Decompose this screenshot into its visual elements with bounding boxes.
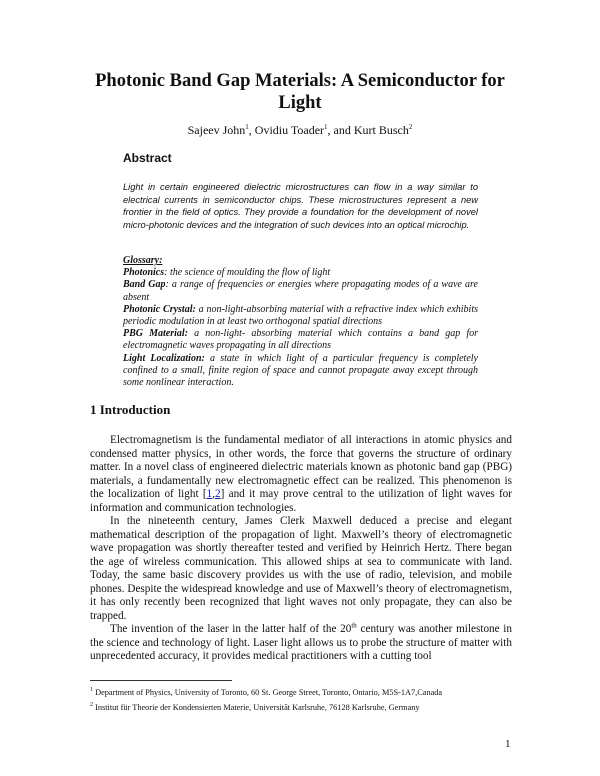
glossary-entry bbox=[123, 267, 478, 279]
glossary-term: Light Localization: bbox=[123, 352, 205, 364]
section-heading: 1 Introduction bbox=[90, 402, 171, 417]
citation-link[interactable]: 2 bbox=[215, 488, 221, 500]
affiliation-mark: 1 bbox=[245, 123, 249, 131]
glossary-definition: a non-light- absorbing material which contains a band gap for electromagnetic waves propagating in all directions bbox=[123, 328, 478, 352]
body-text bbox=[90, 434, 512, 664]
paragraph-text: century was another milestone in the science and technology of light. Laser light allows us to probe the structure of matter with unprecedented accuracy, it provides medical practitioners with a cutting tool bbox=[90, 623, 512, 662]
footnote bbox=[90, 684, 530, 699]
paragraph bbox=[90, 623, 512, 664]
author-name: Ovidiu Toader bbox=[254, 123, 325, 137]
glossary-entry bbox=[123, 328, 478, 352]
paragraph bbox=[90, 434, 512, 515]
footnote bbox=[90, 699, 530, 714]
glossary-term: Photonics bbox=[123, 267, 165, 279]
paragraph-text: ] and it may prove central to the utilization of light waves for information and communication technologies. bbox=[90, 488, 512, 514]
affiliation-mark: 2 bbox=[408, 123, 413, 131]
glossary-entry bbox=[123, 279, 478, 303]
glossary-heading: Glossary: bbox=[123, 255, 163, 266]
glossary-entry bbox=[123, 353, 478, 390]
citation-link[interactable]: 1 bbox=[206, 488, 213, 500]
author-name: Sajeev John bbox=[187, 123, 246, 137]
paragraph-text: Electromagnetism is the fundamental mediator of all interactions in atomic physics and condensed matter physics, in other words, the force that governs the structure of ordinary matter. In a novel class of engineered dielectric materials known as photonic band gap (PBG) materials, a fundamentally new electromagnetic effect can be realized. This phenomenon is the localization of light [ bbox=[90, 434, 512, 500]
paragraph: In the nineteenth century, James Clerk Maxwell deduced a precise and elegant mathematical description of the propagation of light. Maxwell’s theory of electromagnetic wave propagation was shortly thereafter tested and verified by Heinrich Hertz. There began the age of wireless communication. This allowed ships at sea to communicate with land. Today, the same basic discovery provides us with the use of radio, television, and mobile phones. Despite the widespread knowledge and use of Maxwell’s theory of electromagnetism, it has only recently been recognized that light waves not only propagate, they can also be trapped. bbox=[90, 515, 512, 622]
author-line bbox=[0, 123, 600, 138]
glossary-definition: a non-light-absorbing material with a refractive index which exhibits periodic modulation in at least two orthogonal spatial directions bbox=[123, 303, 478, 328]
footnote-text: Institut für Theorie der Kondensierten Materie, Universitãt Karlsruhe, 76128 Karlsruhe, Germany bbox=[93, 702, 420, 712]
author-separator: , bbox=[248, 123, 255, 137]
affiliation-mark: 1 bbox=[324, 123, 328, 131]
author-name: Kurt Busch bbox=[353, 123, 409, 137]
glossary-definition: : a range of frequencies or energies where propagating modes of a wave are absent bbox=[123, 279, 478, 303]
footnotes bbox=[90, 684, 530, 714]
glossary bbox=[123, 255, 478, 389]
paper-title: Photonic Band Gap Materials: A Semiconductor for Light bbox=[95, 71, 505, 113]
footnote-mark: 1 bbox=[90, 687, 93, 693]
page-number: 1 bbox=[505, 738, 511, 750]
glossary-term: Band Gap bbox=[123, 279, 166, 291]
author-separator: , and bbox=[327, 123, 354, 137]
footnote-divider bbox=[90, 680, 232, 681]
glossary-term: PBG Material: bbox=[123, 328, 188, 340]
footnote-mark: 2 bbox=[90, 701, 93, 708]
ordinal-suffix: th bbox=[351, 621, 357, 630]
glossary-entry bbox=[123, 304, 478, 328]
footnote-text: Department of Physics, University of Toronto, 60 St. George Street, Toronto, Ontario, M5S-1A7,Canada bbox=[93, 687, 443, 697]
paragraph-text: The invention of the laser in the latter half of the 20 bbox=[110, 623, 352, 635]
abstract-heading: Abstract bbox=[123, 151, 172, 165]
glossary-definition: a state in which light of a particular frequency is completely confined to a small, finite region of space and cannot propagate away except through some nonlinear interaction. bbox=[123, 352, 478, 389]
glossary-definition: : the science of moulding the flow of light bbox=[164, 267, 331, 279]
abstract-text: Light in certain engineered dielectric microstructures can flow in a way similar to electrical currents in semiconductor chips. These microstructures represent a new frontier in the field of optics. They provide a foundation for the development of novel micro-photonic devices and the integration of such devices into an optical microchip. bbox=[123, 182, 478, 230]
glossary-term: Photonic Crystal: bbox=[123, 303, 196, 315]
citation-separator: , bbox=[212, 488, 215, 500]
